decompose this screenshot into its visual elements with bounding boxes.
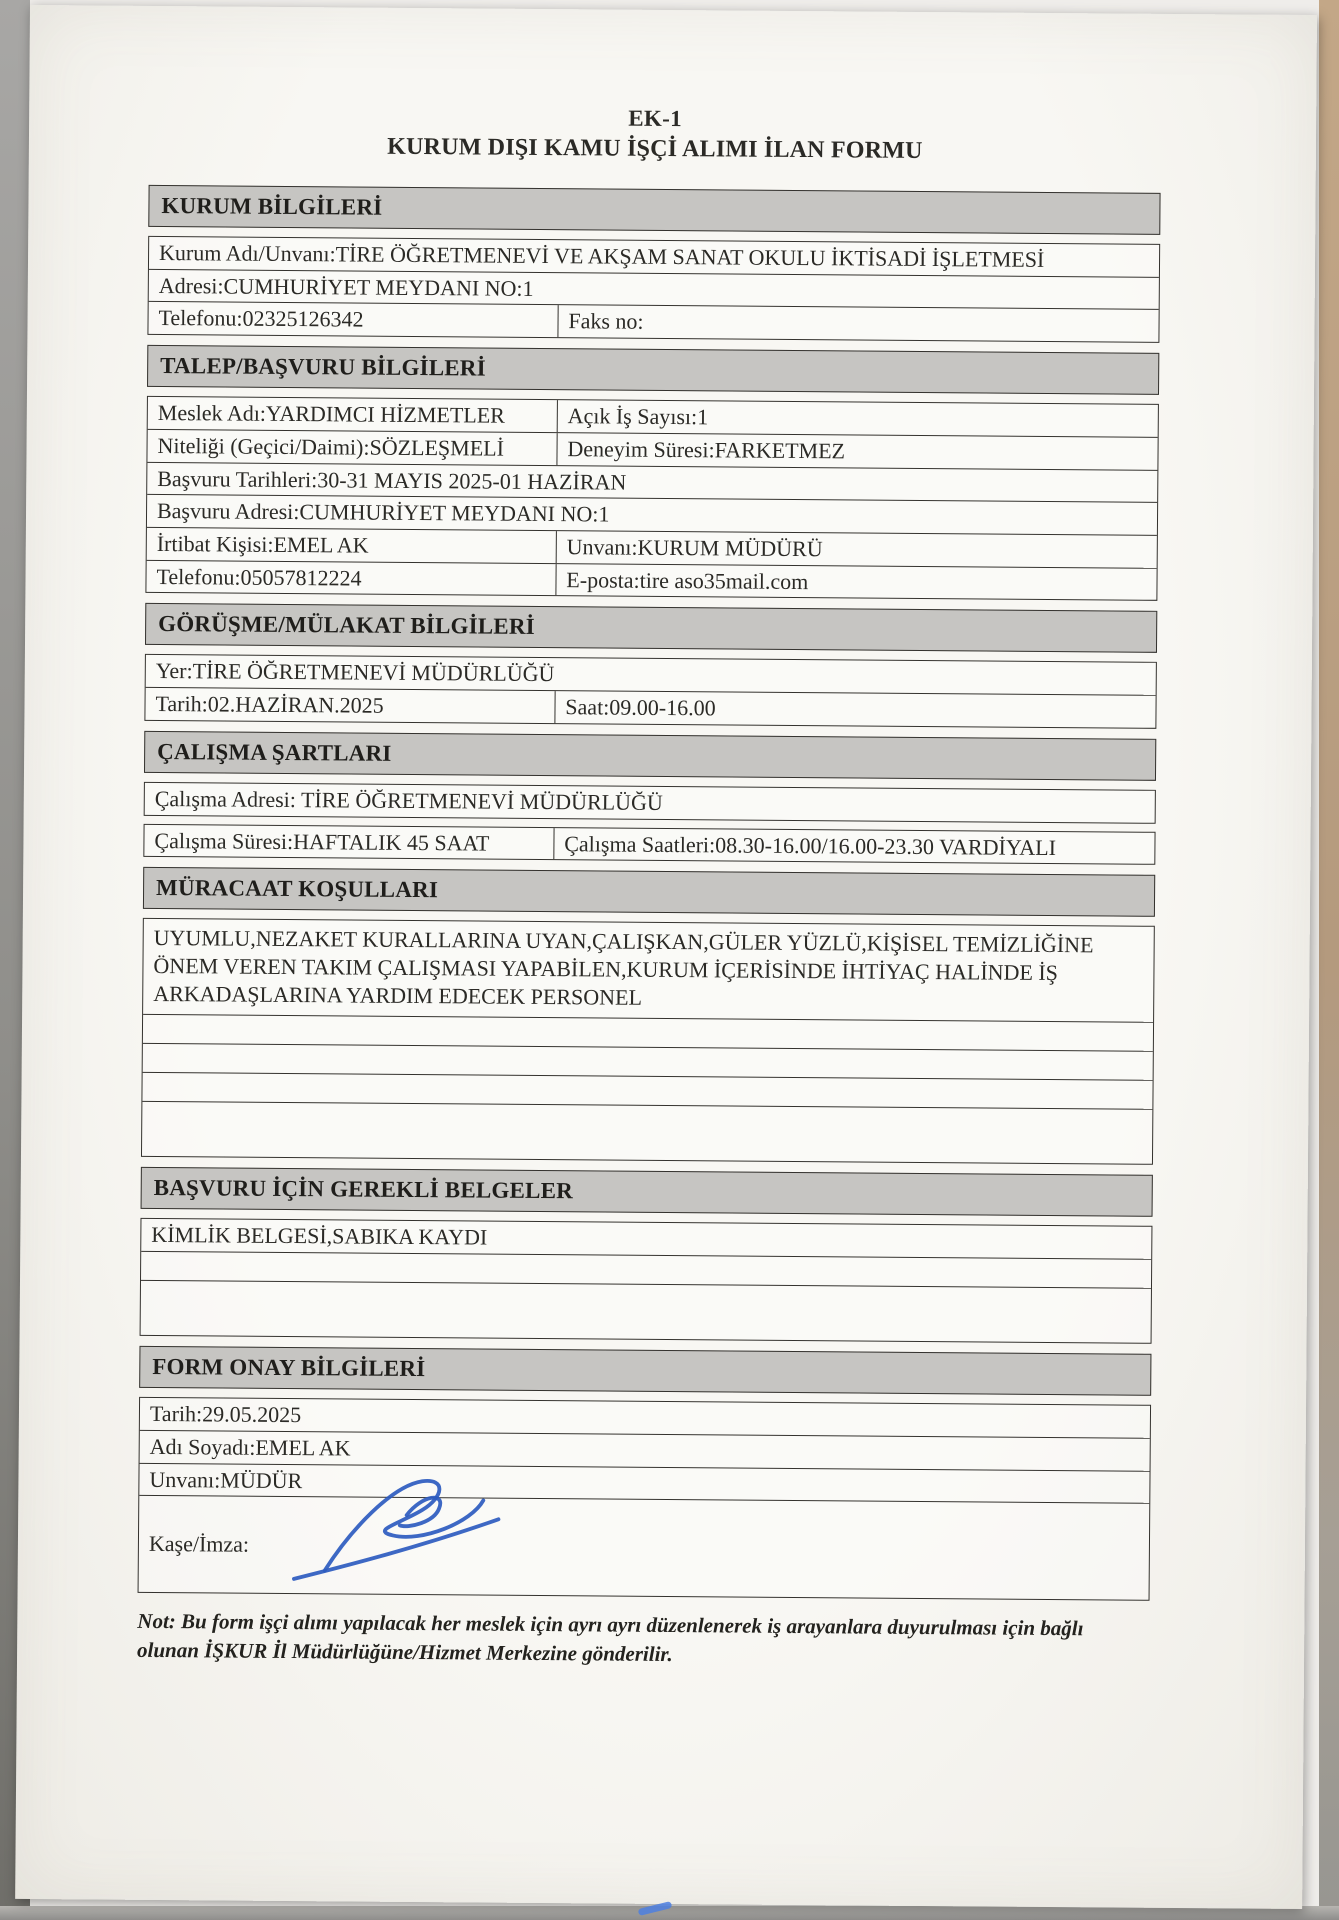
section-header-gorusme-mulakat: GÖRÜŞME/MÜLAKAT BİLGİLERİ xyxy=(145,603,1157,653)
field-meslek-adi: Meslek Adı:YARDIMCI HİZMETLER xyxy=(157,400,506,428)
row-telefon-faks xyxy=(148,301,1158,342)
empty-row xyxy=(142,1101,1152,1164)
field-irtibat-unvani: Unvanı:KURUM MÜDÜRÜ xyxy=(555,531,1156,567)
photo-edge-right xyxy=(1319,0,1339,1920)
form-header xyxy=(149,102,1161,167)
field-acik-is-sayisi: Açık İş Sayısı:1 xyxy=(557,400,1158,436)
row-sure-saatler xyxy=(144,824,1154,864)
field-muracaat-kosullari: UYUMLU,NEZAKET KURALLARINA UYAN,ÇALIŞKAN,GÜLER YÜZLÜ,KİŞİSEL TEMİZLİĞİNE ÖNEM VEREN TAKIM ÇALIŞMASI YAPABİLEN,KURUM İÇERİSİNDE İHTİYAÇ HALİNDE İŞ ARKADAŞLARINA YARDIM EDECEK PERSONEL xyxy=(153,925,1094,1010)
field-telefonu: Telefonu:02325126342 xyxy=(158,305,364,333)
kurum-bilgileri-table xyxy=(147,236,1160,343)
calisma-suresi-table xyxy=(143,823,1155,865)
calisma-adresi-table xyxy=(144,782,1156,824)
row-telefon-eposta xyxy=(146,560,1156,601)
field-gorusme-saati: Saat:09.00-16.00 xyxy=(554,691,1155,727)
field-faks-no: Faks no: xyxy=(557,306,1158,342)
field-basvuru-adresi: Başvuru Adresi:CUMHURİYET MEYDANI NO:1 xyxy=(156,498,610,527)
section-header-form-onay: FORM ONAY BİLGİLERİ xyxy=(139,1346,1151,1396)
footer-note: Not: Bu form işçi alımı yapılacak her meslek için ayrı ayrı düzenlenerek iş arayanlara duyurulması için bağlı olunan İŞKUR İl Müdürlüğüne/Hizmet Merkezine gönderilir. xyxy=(137,1609,1084,1666)
section-talep-basvuru xyxy=(145,345,1159,601)
gerekli-belgeler-table xyxy=(140,1218,1153,1344)
field-niteligi: Niteliği (Geçici/Daimi):SÖZLEŞMELİ xyxy=(157,432,505,461)
gorusme-mulakat-table xyxy=(144,654,1156,728)
section-calisma-sartlari xyxy=(143,731,1156,865)
form-title: KURUM DIŞI KAMU İŞÇİ ALIMI İLAN FORMU xyxy=(387,133,923,164)
form-content xyxy=(137,102,1161,1693)
field-adi-soyadi: Adı Soyadı:EMEL AK xyxy=(149,1433,351,1461)
row-tarih-saat xyxy=(145,687,1155,728)
field-yer: Yer:TİRE ÖĞRETMENEVİ MÜDÜRLÜĞÜ xyxy=(155,658,555,687)
field-kurum-adi-unvani: Kurum Adı/Unvanı:TİRE ÖĞRETMENEVİ VE AKŞAM SANAT OKULU İKTİSADİ İŞLETMESİ xyxy=(158,239,1045,272)
field-gerekli-belgeler: KİMLİK BELGESİ,SABIKA KAYDI xyxy=(151,1222,488,1250)
field-irtibat-kisisi: İrtibat Kişisi:EMEL AK xyxy=(156,530,369,558)
field-eposta: E-posta:tire aso35mail.com xyxy=(555,564,1156,600)
field-basvuru-tarihleri: Başvuru Tarihleri:30-31 MAYIS 2025-01 HAZİRAN xyxy=(157,465,627,495)
field-calisma-suresi: Çalışma Süresi:HAFTALIK 45 SAAT xyxy=(154,827,490,856)
field-irtibat-telefonu: Telefonu:05057812224 xyxy=(156,563,362,591)
section-header-gerekli-belgeler: BAŞVURU İÇİN GEREKLİ BELGELER xyxy=(141,1167,1153,1217)
section-gorusme-mulakat xyxy=(144,603,1157,728)
field-calisma-adresi: Çalışma Adresi: TİRE ÖĞRETMENEVİ MÜDÜRLÜĞÜ xyxy=(154,785,663,815)
section-header-calisma-sartlari: ÇALIŞMA ŞARTLARI xyxy=(144,731,1156,781)
form-paper xyxy=(15,5,1317,1909)
annex-code: EK-1 xyxy=(628,105,683,132)
section-gerekli-belgeler xyxy=(140,1167,1153,1344)
section-header-talep-basvuru: TALEP/BAŞVURU BİLGİLERİ xyxy=(147,345,1159,395)
section-kurum-bilgileri xyxy=(147,185,1160,343)
talep-basvuru-table xyxy=(145,396,1159,601)
section-header-kurum-bilgileri: KURUM BİLGİLERİ xyxy=(148,185,1160,235)
section-header-muracaat-kosullari: MÜRACAAT KOŞULLARI xyxy=(143,867,1155,917)
form-onay-table xyxy=(138,1397,1152,1601)
field-calisma-saatleri: Çalışma Saatleri:08.30-16.00/16.00-23.30 VARDİYALI xyxy=(553,828,1154,864)
muracaat-kosullari-table xyxy=(141,918,1155,1165)
field-kase-imza: Kaşe/İmza: xyxy=(148,1531,250,1558)
section-form-onay xyxy=(138,1346,1152,1601)
field-onay-unvani: Unvanı:MÜDÜR xyxy=(149,1466,303,1493)
field-gorusme-tarihi: Tarih:02.HAZİRAN.2025 xyxy=(155,691,384,718)
field-adresi: Adresi:CUMHURİYET MEYDANI NO:1 xyxy=(158,272,534,301)
row-calisma-adresi xyxy=(145,783,1155,823)
empty-row xyxy=(141,1280,1151,1343)
section-muracaat-kosullari xyxy=(141,867,1155,1165)
field-onay-tarihi: Tarih:29.05.2025 xyxy=(149,1400,302,1428)
field-deneyim-suresi: Deneyim Süresi:FARKETMEZ xyxy=(556,433,1157,469)
row-muracaat-kosullari xyxy=(143,919,1154,1022)
row-kase-imza xyxy=(139,1495,1150,1600)
